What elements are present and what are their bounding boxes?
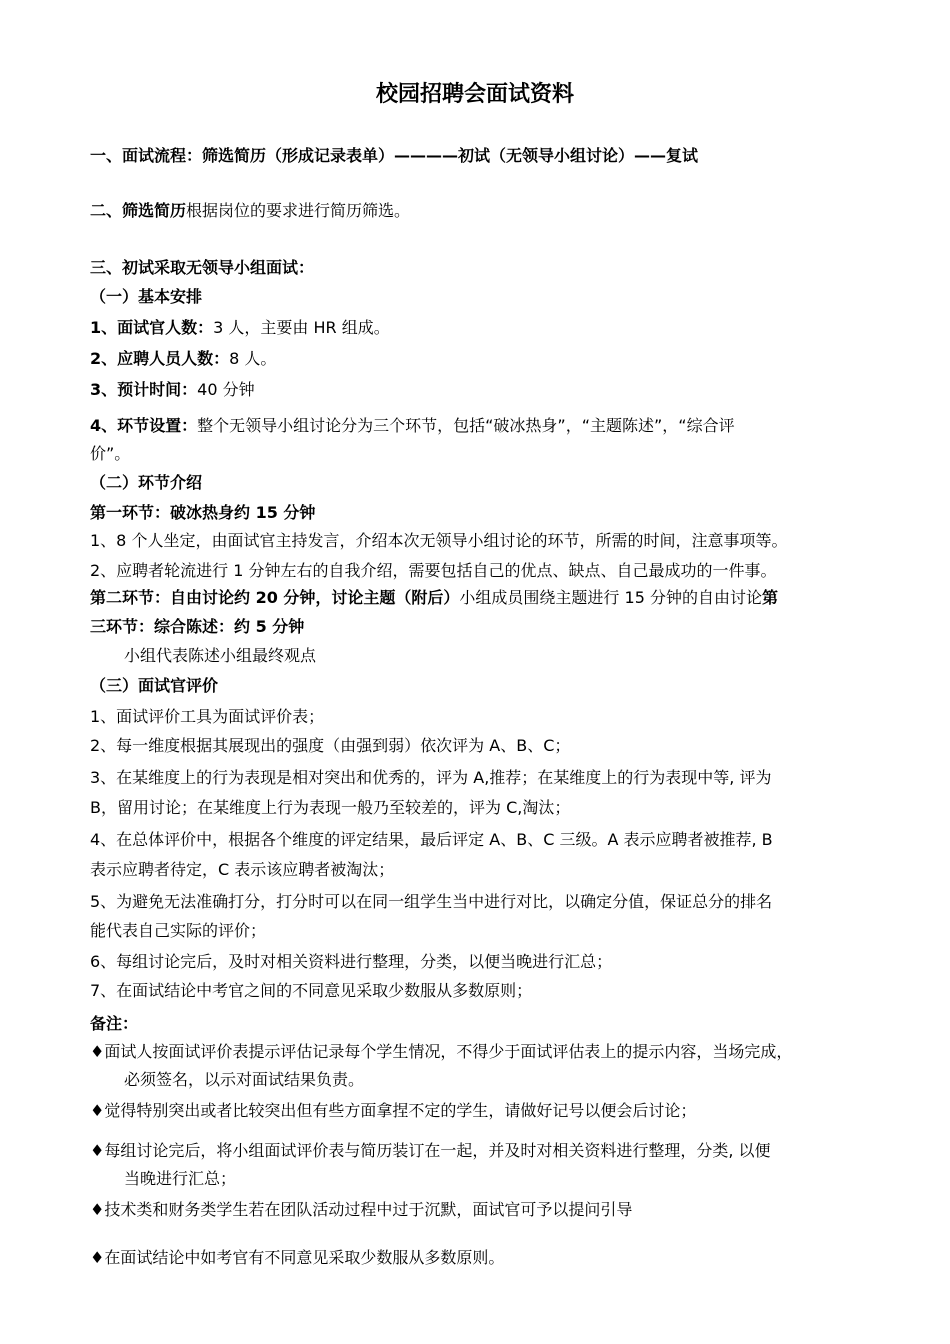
item-text: 8 人。	[229, 349, 277, 368]
evaluation-item-4-cont: 表示应聘者待定，C 表示该应聘者被淘汰；	[90, 860, 395, 879]
note-5: ♦在面试结论中如考官有不同意见采取少数服从多数原则。	[90, 1248, 505, 1267]
section-3-heading: 三、初试采取无领导小组面试：	[90, 258, 315, 277]
arrangement-item-3	[90, 379, 255, 401]
note-4: ♦技术类和财务类学生若在团队活动过程中过于沉默，面试官可予以提问引导	[90, 1200, 633, 1219]
section-2	[90, 200, 410, 222]
stage-3-heading-start: 第	[761, 588, 778, 607]
section-1-heading: 一、面试流程：筛选简历（形成记录表单）————初试（无领导小组讨论）——复试	[90, 146, 699, 165]
evaluation-item-2: 2、每一维度根据其展现出的强度（由强到弱）依次评为 A、B、C；	[90, 736, 571, 755]
item-label: 3、预计时间：	[90, 380, 198, 399]
stage-1-line-1: 1、8 个人坐定，由面试官主持发言，介绍本次无领导小组讨论的环节，所需的时间，注意事项等。	[90, 531, 788, 550]
section-2-heading: 二、筛选简历	[90, 201, 187, 220]
arrangement-item-4	[90, 415, 735, 437]
stage-2-heading: 第二环节：自由讨论约 20 分钟，讨论主题（附后）	[90, 588, 460, 607]
evaluation-item-3-cont: B，留用讨论；在某维度上行为表现一般乃至较差的，评为 C,淘汰；	[90, 798, 571, 817]
arrangement-item-1	[90, 317, 390, 339]
arrangement-item-2	[90, 348, 276, 370]
evaluation-item-4: 4、在总体评价中，根据各个维度的评定结果，最后评定 A、B、C 三级。A 表示应聘者被推荐, B	[90, 830, 773, 849]
item-text: 整个无领导小组讨论分为三个环节，包括“破冰热身”，“主题陈述”，“综合评	[197, 416, 735, 435]
item-text: 40 分钟	[197, 380, 255, 399]
evaluation-item-5: 5、为避免无法准确打分，打分时可以在同一组学生当中进行对比，以确定分值，保证总分的排名	[90, 892, 773, 911]
evaluation-item-7: 7、在面试结论中考官之间的不同意见采取少数服从多数原则；	[90, 981, 533, 1000]
subsection-2-heading: （二）环节介绍	[90, 473, 203, 492]
stage-1-heading: 第一环节：破冰热身约 15 分钟	[90, 503, 316, 522]
item-text: 3 人，主要由 HR 组成。	[213, 318, 390, 337]
stage-3-heading: 三环节：综合陈述：约 5 分钟	[90, 617, 305, 636]
stage-2-line	[90, 587, 778, 609]
item-label: 2、应聘人员人数：	[90, 349, 230, 368]
note-2: ♦觉得特别突出或者比较突出但有些方面拿捏不定的学生，请做好记号以便会后讨论；	[90, 1101, 697, 1120]
note-1-cont: 必须签名，以示对面试结果负责。	[124, 1070, 365, 1089]
note-1: ♦面试人按面试评价表提示评估记录每个学生情况，不得少于面试评估表上的提示内容，当场完成，	[90, 1042, 793, 1061]
evaluation-item-1: 1、面试评价工具为面试评价表；	[90, 707, 325, 726]
item-label: 4、环节设置：	[90, 416, 198, 435]
page-title: 校园招聘会面试资料	[375, 82, 574, 107]
notes-heading: 备注：	[90, 1014, 139, 1033]
section-2-text: 根据岗位的要求进行简历筛选。	[186, 201, 411, 220]
note-3-cont: 当晚进行汇总；	[124, 1169, 237, 1188]
stage-2-text: 小组成员围绕主题进行 15 分钟的自由讨论	[459, 588, 762, 607]
item-label: 1、面试官人数：	[90, 318, 214, 337]
subsection-1-heading: （一）基本安排	[90, 287, 203, 306]
stage-1-line-2: 2、应聘者轮流进行 1 分钟左右的自我介绍，需要包括自己的优点、缺点、自己最成功的一件事。	[90, 561, 777, 580]
evaluation-item-6: 6、每组讨论完后，及时对相关资料进行整理，分类，以便当晚进行汇总；	[90, 952, 613, 971]
evaluation-item-5-cont: 能代表自己实际的评价；	[90, 921, 267, 940]
subsection-3-heading: （三）面试官评价	[90, 676, 219, 695]
stage-3-text: 小组代表陈述小组最终观点	[124, 646, 317, 665]
note-3: ♦每组讨论完后，将小组面试评价表与简历装订在一起，并及时对相关资料进行整理，分类, 以便	[90, 1141, 771, 1160]
evaluation-item-3: 3、在某维度上的行为表现是相对突出和优秀的，评为 A,推荐；在某维度上的行为表现中等, 评为	[90, 768, 772, 787]
arrangement-item-4-cont: 价”。	[90, 444, 131, 463]
